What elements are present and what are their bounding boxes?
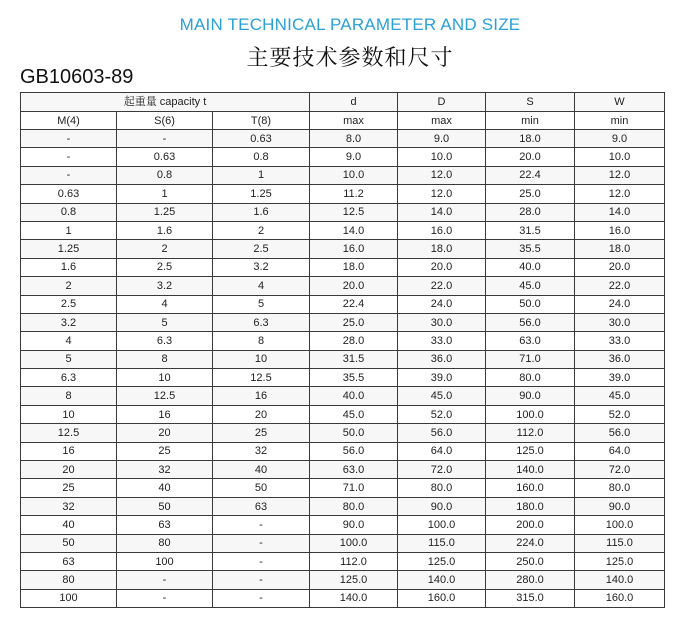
table-row bbox=[21, 387, 665, 405]
dim-header-S: S bbox=[486, 93, 575, 112]
cell-d-max: 8.0 bbox=[310, 130, 398, 148]
cell-D-max: 9.0 bbox=[398, 130, 486, 148]
cell-s6-capacity: 63 bbox=[117, 516, 213, 534]
cell-m4-capacity: - bbox=[21, 148, 117, 166]
cell-W-min: 20.0 bbox=[575, 258, 665, 276]
cell-S-min: 22.4 bbox=[486, 166, 575, 184]
dim-qualifier-W: min bbox=[575, 112, 665, 130]
cell-W-min: 64.0 bbox=[575, 442, 665, 460]
title-chinese: 主要技术参数和尺寸 bbox=[246, 46, 454, 71]
cell-S-min: 20.0 bbox=[486, 148, 575, 166]
cell-W-min: 24.0 bbox=[575, 295, 665, 313]
cell-d-max: 9.0 bbox=[310, 148, 398, 166]
cell-D-max: 24.0 bbox=[398, 295, 486, 313]
cell-d-max: 112.0 bbox=[310, 552, 398, 570]
table-row bbox=[21, 277, 665, 295]
cell-t8-capacity: 2 bbox=[213, 221, 310, 239]
cell-t8-capacity: 16 bbox=[213, 387, 310, 405]
capacity-group-header: 起重量 capacity t bbox=[21, 93, 310, 112]
cell-W-min: 39.0 bbox=[575, 369, 665, 387]
cell-D-max: 125.0 bbox=[398, 552, 486, 570]
cell-W-min: 140.0 bbox=[575, 571, 665, 589]
cell-S-min: 160.0 bbox=[486, 479, 575, 497]
table-row bbox=[21, 516, 665, 534]
cell-W-min: 12.0 bbox=[575, 185, 665, 203]
cell-S-min: 40.0 bbox=[486, 258, 575, 276]
cell-m4-capacity: 40 bbox=[21, 516, 117, 534]
cell-t8-capacity: 8 bbox=[213, 332, 310, 350]
table-row bbox=[21, 424, 665, 442]
cell-d-max: 25.0 bbox=[310, 313, 398, 331]
dim-header-W: W bbox=[575, 93, 665, 112]
cell-s6-capacity: 2 bbox=[117, 240, 213, 258]
table-row bbox=[21, 369, 665, 387]
cell-W-min: 30.0 bbox=[575, 313, 665, 331]
cell-d-max: 140.0 bbox=[310, 589, 398, 607]
cell-m4-capacity: 0.8 bbox=[21, 203, 117, 221]
cell-m4-capacity: 4 bbox=[21, 332, 117, 350]
dim-qualifier-D: max bbox=[398, 112, 486, 130]
cell-S-min: 315.0 bbox=[486, 589, 575, 607]
cell-W-min: 33.0 bbox=[575, 332, 665, 350]
cell-s6-capacity: 3.2 bbox=[117, 277, 213, 295]
cell-s6-capacity: 25 bbox=[117, 442, 213, 460]
cell-s6-capacity: 5 bbox=[117, 313, 213, 331]
cell-W-min: 9.0 bbox=[575, 130, 665, 148]
dim-qualifier-S: min bbox=[486, 112, 575, 130]
cell-D-max: 12.0 bbox=[398, 166, 486, 184]
cell-d-max: 100.0 bbox=[310, 534, 398, 552]
cell-m4-capacity: 3.2 bbox=[21, 313, 117, 331]
cell-D-max: 140.0 bbox=[398, 571, 486, 589]
cell-D-max: 160.0 bbox=[398, 589, 486, 607]
cell-D-max: 100.0 bbox=[398, 516, 486, 534]
cell-d-max: 22.4 bbox=[310, 295, 398, 313]
table-row bbox=[21, 258, 665, 276]
cell-d-max: 20.0 bbox=[310, 277, 398, 295]
cell-s6-capacity: 6.3 bbox=[117, 332, 213, 350]
table-row bbox=[21, 203, 665, 221]
cell-S-min: 80.0 bbox=[486, 369, 575, 387]
cell-t8-capacity: 2.5 bbox=[213, 240, 310, 258]
cell-S-min: 28.0 bbox=[486, 203, 575, 221]
cell-W-min: 125.0 bbox=[575, 552, 665, 570]
cell-m4-capacity: 80 bbox=[21, 571, 117, 589]
cell-t8-capacity: 12.5 bbox=[213, 369, 310, 387]
cell-s6-capacity: 4 bbox=[117, 295, 213, 313]
table-row bbox=[21, 442, 665, 460]
table-row bbox=[21, 221, 665, 239]
cell-m4-capacity: 0.63 bbox=[21, 185, 117, 203]
cell-s6-capacity: 2.5 bbox=[117, 258, 213, 276]
table-row bbox=[21, 130, 665, 148]
cell-d-max: 45.0 bbox=[310, 405, 398, 423]
title-english: MAIN TECHNICAL PARAMETER AND SIZE bbox=[179, 15, 521, 34]
table-row bbox=[21, 571, 665, 589]
table-row bbox=[21, 350, 665, 368]
cell-m4-capacity: 1.25 bbox=[21, 240, 117, 258]
cell-s6-capacity: 80 bbox=[117, 534, 213, 552]
cell-W-min: 52.0 bbox=[575, 405, 665, 423]
cell-W-min: 72.0 bbox=[575, 461, 665, 479]
table-row bbox=[21, 479, 665, 497]
cell-D-max: 72.0 bbox=[398, 461, 486, 479]
cell-m4-capacity: 8 bbox=[21, 387, 117, 405]
table-row bbox=[21, 185, 665, 203]
cell-S-min: 140.0 bbox=[486, 461, 575, 479]
cell-s6-capacity: 0.8 bbox=[117, 166, 213, 184]
table-row bbox=[21, 497, 665, 515]
cell-s6-capacity: - bbox=[117, 571, 213, 589]
cell-S-min: 45.0 bbox=[486, 277, 575, 295]
cell-S-min: 200.0 bbox=[486, 516, 575, 534]
cell-s6-capacity: - bbox=[117, 589, 213, 607]
cell-d-max: 16.0 bbox=[310, 240, 398, 258]
cell-W-min: 90.0 bbox=[575, 497, 665, 515]
cell-m4-capacity: 6.3 bbox=[21, 369, 117, 387]
cell-D-max: 52.0 bbox=[398, 405, 486, 423]
cell-t8-capacity: 50 bbox=[213, 479, 310, 497]
cell-D-max: 45.0 bbox=[398, 387, 486, 405]
cell-s6-capacity: 20 bbox=[117, 424, 213, 442]
cell-W-min: 160.0 bbox=[575, 589, 665, 607]
table-row bbox=[21, 148, 665, 166]
standard-code: GB10603-89 bbox=[20, 66, 134, 88]
cell-D-max: 18.0 bbox=[398, 240, 486, 258]
cell-S-min: 71.0 bbox=[486, 350, 575, 368]
table-row bbox=[21, 332, 665, 350]
cell-t8-capacity: 6.3 bbox=[213, 313, 310, 331]
cell-W-min: 56.0 bbox=[575, 424, 665, 442]
cell-D-max: 14.0 bbox=[398, 203, 486, 221]
cell-s6-capacity: 1 bbox=[117, 185, 213, 203]
cell-D-max: 64.0 bbox=[398, 442, 486, 460]
cell-d-max: 80.0 bbox=[310, 497, 398, 515]
cell-s6-capacity: 40 bbox=[117, 479, 213, 497]
cell-s6-capacity: 1.25 bbox=[117, 203, 213, 221]
cell-t8-capacity: 20 bbox=[213, 405, 310, 423]
cell-m4-capacity: 16 bbox=[21, 442, 117, 460]
cell-d-max: 40.0 bbox=[310, 387, 398, 405]
cell-d-max: 63.0 bbox=[310, 461, 398, 479]
cell-m4-capacity: 1.6 bbox=[21, 258, 117, 276]
cell-d-max: 10.0 bbox=[310, 166, 398, 184]
cell-m4-capacity: 100 bbox=[21, 589, 117, 607]
cell-S-min: 100.0 bbox=[486, 405, 575, 423]
cell-s6-capacity: 100 bbox=[117, 552, 213, 570]
cell-s6-capacity: 16 bbox=[117, 405, 213, 423]
cell-D-max: 30.0 bbox=[398, 313, 486, 331]
cell-S-min: 18.0 bbox=[486, 130, 575, 148]
cell-t8-capacity: 25 bbox=[213, 424, 310, 442]
cell-t8-capacity: - bbox=[213, 571, 310, 589]
cell-m4-capacity: 12.5 bbox=[21, 424, 117, 442]
cell-d-max: 18.0 bbox=[310, 258, 398, 276]
cell-W-min: 12.0 bbox=[575, 166, 665, 184]
cell-d-max: 35.5 bbox=[310, 369, 398, 387]
cell-t8-capacity: 10 bbox=[213, 350, 310, 368]
cell-W-min: 45.0 bbox=[575, 387, 665, 405]
cell-m4-capacity: 2.5 bbox=[21, 295, 117, 313]
grade-header-m4: M(4) bbox=[21, 112, 117, 130]
cell-D-max: 115.0 bbox=[398, 534, 486, 552]
cell-d-max: 12.5 bbox=[310, 203, 398, 221]
cell-m4-capacity: 10 bbox=[21, 405, 117, 423]
cell-t8-capacity: 63 bbox=[213, 497, 310, 515]
table-row bbox=[21, 405, 665, 423]
cell-D-max: 90.0 bbox=[398, 497, 486, 515]
cell-t8-capacity: 0.8 bbox=[213, 148, 310, 166]
cell-d-max: 28.0 bbox=[310, 332, 398, 350]
dim-header-D: D bbox=[398, 93, 486, 112]
cell-m4-capacity: 5 bbox=[21, 350, 117, 368]
cell-d-max: 125.0 bbox=[310, 571, 398, 589]
cell-d-max: 90.0 bbox=[310, 516, 398, 534]
cell-W-min: 10.0 bbox=[575, 148, 665, 166]
cell-s6-capacity: 10 bbox=[117, 369, 213, 387]
cell-W-min: 18.0 bbox=[575, 240, 665, 258]
table-row bbox=[21, 166, 665, 184]
cell-s6-capacity: 12.5 bbox=[117, 387, 213, 405]
cell-t8-capacity: 1 bbox=[213, 166, 310, 184]
cell-S-min: 31.5 bbox=[486, 221, 575, 239]
cell-d-max: 14.0 bbox=[310, 221, 398, 239]
table-row bbox=[21, 461, 665, 479]
cell-s6-capacity: 32 bbox=[117, 461, 213, 479]
dim-header-d: d bbox=[310, 93, 398, 112]
grade-header-t8: T(8) bbox=[213, 112, 310, 130]
cell-W-min: 36.0 bbox=[575, 350, 665, 368]
cell-t8-capacity: - bbox=[213, 552, 310, 570]
cell-m4-capacity: 20 bbox=[21, 461, 117, 479]
cell-W-min: 16.0 bbox=[575, 221, 665, 239]
header-row-2 bbox=[21, 112, 665, 130]
cell-S-min: 125.0 bbox=[486, 442, 575, 460]
cell-S-min: 63.0 bbox=[486, 332, 575, 350]
cell-d-max: 11.2 bbox=[310, 185, 398, 203]
cell-S-min: 180.0 bbox=[486, 497, 575, 515]
cell-d-max: 31.5 bbox=[310, 350, 398, 368]
cell-S-min: 112.0 bbox=[486, 424, 575, 442]
cell-t8-capacity: 1.6 bbox=[213, 203, 310, 221]
cell-D-max: 10.0 bbox=[398, 148, 486, 166]
cell-t8-capacity: - bbox=[213, 534, 310, 552]
cell-m4-capacity: 50 bbox=[21, 534, 117, 552]
table-row bbox=[21, 240, 665, 258]
cell-D-max: 36.0 bbox=[398, 350, 486, 368]
cell-W-min: 100.0 bbox=[575, 516, 665, 534]
cell-D-max: 33.0 bbox=[398, 332, 486, 350]
cell-S-min: 90.0 bbox=[486, 387, 575, 405]
header-row-1 bbox=[21, 93, 665, 112]
dim-qualifier-d: max bbox=[310, 112, 398, 130]
cell-d-max: 50.0 bbox=[310, 424, 398, 442]
table-row bbox=[21, 313, 665, 331]
cell-S-min: 280.0 bbox=[486, 571, 575, 589]
cell-S-min: 56.0 bbox=[486, 313, 575, 331]
cell-D-max: 39.0 bbox=[398, 369, 486, 387]
cell-S-min: 25.0 bbox=[486, 185, 575, 203]
cell-d-max: 56.0 bbox=[310, 442, 398, 460]
cell-s6-capacity: 1.6 bbox=[117, 221, 213, 239]
cell-S-min: 35.5 bbox=[486, 240, 575, 258]
cell-s6-capacity: 0.63 bbox=[117, 148, 213, 166]
cell-D-max: 20.0 bbox=[398, 258, 486, 276]
cell-D-max: 12.0 bbox=[398, 185, 486, 203]
table-row bbox=[21, 295, 665, 313]
parameter-table bbox=[20, 92, 665, 608]
cell-t8-capacity: 40 bbox=[213, 461, 310, 479]
cell-t8-capacity: 1.25 bbox=[213, 185, 310, 203]
cell-m4-capacity: - bbox=[21, 166, 117, 184]
cell-S-min: 50.0 bbox=[486, 295, 575, 313]
cell-D-max: 56.0 bbox=[398, 424, 486, 442]
cell-D-max: 16.0 bbox=[398, 221, 486, 239]
table-row bbox=[21, 589, 665, 607]
cell-W-min: 14.0 bbox=[575, 203, 665, 221]
cell-m4-capacity: - bbox=[21, 130, 117, 148]
cell-d-max: 71.0 bbox=[310, 479, 398, 497]
cell-W-min: 115.0 bbox=[575, 534, 665, 552]
cell-s6-capacity: 50 bbox=[117, 497, 213, 515]
cell-m4-capacity: 2 bbox=[21, 277, 117, 295]
cell-W-min: 80.0 bbox=[575, 479, 665, 497]
table-row bbox=[21, 534, 665, 552]
cell-D-max: 22.0 bbox=[398, 277, 486, 295]
cell-m4-capacity: 1 bbox=[21, 221, 117, 239]
cell-t8-capacity: - bbox=[213, 589, 310, 607]
cell-m4-capacity: 32 bbox=[21, 497, 117, 515]
table-row bbox=[21, 552, 665, 570]
cell-t8-capacity: - bbox=[213, 516, 310, 534]
grade-header-s6: S(6) bbox=[117, 112, 213, 130]
cell-t8-capacity: 0.63 bbox=[213, 130, 310, 148]
cell-S-min: 250.0 bbox=[486, 552, 575, 570]
cell-t8-capacity: 32 bbox=[213, 442, 310, 460]
cell-S-min: 224.0 bbox=[486, 534, 575, 552]
cell-W-min: 22.0 bbox=[575, 277, 665, 295]
cell-t8-capacity: 5 bbox=[213, 295, 310, 313]
cell-s6-capacity: - bbox=[117, 130, 213, 148]
cell-t8-capacity: 3.2 bbox=[213, 258, 310, 276]
cell-s6-capacity: 8 bbox=[117, 350, 213, 368]
cell-m4-capacity: 25 bbox=[21, 479, 117, 497]
cell-m4-capacity: 63 bbox=[21, 552, 117, 570]
cell-D-max: 80.0 bbox=[398, 479, 486, 497]
cell-t8-capacity: 4 bbox=[213, 277, 310, 295]
